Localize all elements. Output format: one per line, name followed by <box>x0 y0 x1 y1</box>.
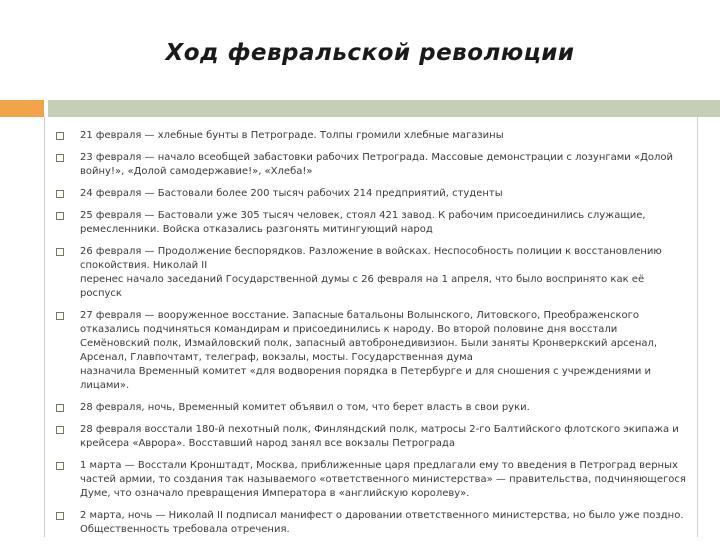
list-item <box>56 245 686 301</box>
list-item-text: 23 февраля — начало всеобщей забастовки рабочих Петрограда. Массовые демонстрации с лозунгами «Долой войну!», «Долой самодержавие!», «Хлеба!» <box>80 152 674 177</box>
square-bullet-icon <box>56 132 64 140</box>
list-item <box>56 187 686 201</box>
accent-bar-green <box>48 100 720 117</box>
square-bullet-icon <box>56 248 64 256</box>
square-bullet-icon <box>56 154 64 162</box>
list-item <box>56 129 686 143</box>
square-bullet-icon <box>56 404 64 412</box>
list-item-text: 26 февраля — Продолжение беспорядков. Разложение в войсках. Неспособность полиции к восстановлению спокойствия. Николай II <box>80 246 662 271</box>
list-item <box>56 151 686 179</box>
square-bullet-icon <box>56 190 64 198</box>
list-item <box>56 209 686 237</box>
list-item-text: 21 февраля — хлебные бунты в Петрограде. Толпы громили хлебные магазины <box>80 130 504 141</box>
list-item-text: 27 февраля — вооруженное восстание. Запасные батальоны Волынского, Литовского, Преображенского отказались подчиняться командирам и присоединились к народу. Во второй половине дня восстали Семёновский полк, Измайловский полк, запасный автобронедивизион. Были заняты Кронверкский арсенал, Арсенал, Главпочтамт, телеграф, вокзалы, мосты. Государственная дума <box>80 310 658 363</box>
list-item-text: 25 февраля — Бастовали уже 305 тысяч человек, стоял 421 завод. К рабочим присоединились служащие, ремесленники. Войска отказались разгонять митингующий народ <box>80 210 646 235</box>
list-item-text: 28 февраля восстали 180-й пехотный полк, Финляндский полк, матросы 2-го Балтийского флотского экипажа и крейсера «Аврора». Восставший народ занял все вокзалы Петрограда <box>80 424 679 449</box>
list-item <box>56 509 686 537</box>
list-item-text: 2 марта, ночь — Николай II подписал манифест о даровании ответственного министерства, но было уже поздно. Общественность требовала отречения. <box>80 510 684 535</box>
square-bullet-icon <box>56 512 64 520</box>
list-item <box>56 309 686 393</box>
square-bullet-icon <box>56 426 64 434</box>
square-bullet-icon <box>56 462 64 470</box>
list-item-text: назначила Временный комитет «для водворения порядка в Петербурге и для сношения с учреждениями и лицами». <box>80 366 652 391</box>
list-item-text: 1 марта — Восстали Кронштадт, Москва, приближенные царя предлагали ему то введения в Петроград верных частей армии, то создания так называемого «ответственного министерства» — правительства, подчиняющегося Думе, что означало превращения Императора в «английскую королеву». <box>80 460 686 499</box>
list-item-text: 28 февраля, ночь, Временный комитет объявил о том, что берет власть в свои руки. <box>80 402 530 413</box>
list-item <box>56 459 686 501</box>
slide-title: Ход февральской революции <box>165 40 575 66</box>
list-item <box>56 423 686 451</box>
square-bullet-icon <box>56 312 64 320</box>
list-item-text: 24 февраля — Бастовали более 200 тысяч рабочих 214 предприятий, студенты <box>80 188 503 199</box>
list-item <box>56 401 686 415</box>
event-list <box>56 129 686 545</box>
accent-bar-orange <box>0 100 44 117</box>
list-item-text: перенес начало заседаний Государственной думы с 26 февраля на 1 апреля, что было воспринято как её роспуск <box>80 274 645 299</box>
square-bullet-icon <box>56 212 64 220</box>
